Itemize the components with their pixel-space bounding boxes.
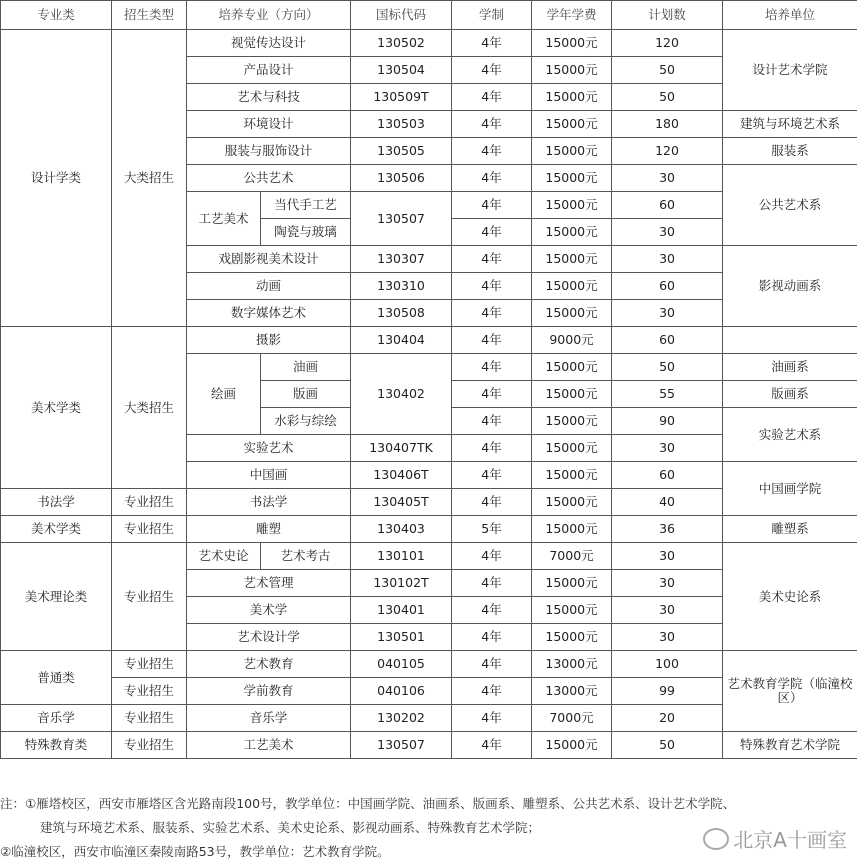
code-cell: 130507 (351, 192, 452, 246)
plan-cell: 50 (612, 354, 723, 381)
years-cell: 4年 (452, 678, 532, 705)
major-cell: 艺术与科技 (187, 84, 351, 111)
category-cell: 书法学 (1, 489, 112, 516)
plan-cell: 50 (612, 732, 723, 759)
fee-cell: 15000元 (532, 597, 612, 624)
years-cell: 4年 (452, 381, 532, 408)
years-cell: 4年 (452, 570, 532, 597)
years-cell: 4年 (452, 408, 532, 435)
code-cell: 130307 (351, 246, 452, 273)
unit-cell: 影视动画系 (723, 246, 857, 327)
fee-cell: 15000元 (532, 435, 612, 462)
plan-cell: 30 (612, 435, 723, 462)
admission-type-cell: 大类招生 (112, 327, 187, 489)
watermark (703, 824, 847, 853)
code-cell: 040105 (351, 651, 452, 678)
plan-cell: 40 (612, 489, 723, 516)
fee-cell: 15000元 (532, 219, 612, 246)
plan-cell: 60 (612, 327, 723, 354)
plan-cell: 90 (612, 408, 723, 435)
major-cell: 动画 (187, 273, 351, 300)
fee-cell: 15000元 (532, 381, 612, 408)
code-cell: 130405T (351, 489, 452, 516)
fee-cell: 15000元 (532, 408, 612, 435)
years-cell: 4年 (452, 732, 532, 759)
years-cell: 4年 (452, 30, 532, 57)
watermark-text: 北京A十画室 (733, 828, 847, 852)
category-cell: 设计学类 (1, 30, 112, 327)
years-cell: 4年 (452, 84, 532, 111)
years-cell: 4年 (452, 651, 532, 678)
table-row (1, 543, 857, 570)
admission-type-cell: 专业招生 (112, 516, 187, 543)
header-admission-type: 招生类型 (112, 1, 187, 30)
plan-cell: 60 (612, 273, 723, 300)
fee-cell: 9000元 (532, 327, 612, 354)
fee-cell: 15000元 (532, 273, 612, 300)
header-years: 学制 (452, 1, 532, 30)
major-cell: 书法学 (187, 489, 351, 516)
unit-cell: 中国画学院 (723, 462, 857, 516)
major-cell: 实验艺术 (187, 435, 351, 462)
years-cell: 4年 (452, 543, 532, 570)
fee-cell: 7000元 (532, 543, 612, 570)
major-cell: 摄影 (187, 327, 351, 354)
major-cell: 陶瓷与玻璃 (261, 219, 351, 246)
sub-category-cell: 工艺美术 (187, 192, 261, 246)
fee-cell: 15000元 (532, 300, 612, 327)
years-cell: 4年 (452, 246, 532, 273)
code-cell: 130402 (351, 354, 452, 435)
unit-cell (723, 327, 857, 354)
major-cell: 音乐学 (187, 705, 351, 732)
unit-cell: 公共艺术系 (723, 165, 857, 246)
admission-type-cell: 专业招生 (112, 732, 187, 759)
admission-type-cell: 专业招生 (112, 489, 187, 516)
admission-type-cell: 专业招生 (112, 678, 187, 705)
fee-cell: 15000元 (532, 516, 612, 543)
years-cell: 4年 (452, 165, 532, 192)
code-cell: 130403 (351, 516, 452, 543)
unit-cell: 艺术教育学院（临潼校区） (723, 651, 857, 732)
plan-cell: 30 (612, 597, 723, 624)
major-cell: 艺术考古 (261, 543, 351, 570)
major-cell: 油画 (261, 354, 351, 381)
plan-cell: 120 (612, 30, 723, 57)
plan-cell: 30 (612, 219, 723, 246)
unit-cell: 油画系 (723, 354, 857, 381)
footnote-line-2: 建筑与环境艺术系、服装系、实验艺术系、美术史论系、影视动画系、特殊教育艺术学院； (40, 818, 540, 836)
footnote-line-1: 注：①雁塔校区，西安市雁塔区含光路南段100号，教学单位：中国画学院、油画系、版画系、雕塑系、公共艺术系、设计艺术学院、 (0, 794, 735, 812)
major-cell: 戏剧影视美术设计 (187, 246, 351, 273)
years-cell: 4年 (452, 138, 532, 165)
fee-cell: 15000元 (532, 732, 612, 759)
fee-cell: 13000元 (532, 651, 612, 678)
plan-cell: 30 (612, 300, 723, 327)
major-cell: 环境设计 (187, 111, 351, 138)
years-cell: 4年 (452, 489, 532, 516)
code-cell: 130502 (351, 30, 452, 57)
sub-category-cell: 艺术史论 (187, 543, 261, 570)
major-cell: 艺术教育 (187, 651, 351, 678)
code-cell: 040106 (351, 678, 452, 705)
major-cell: 艺术设计学 (187, 624, 351, 651)
fee-cell: 15000元 (532, 30, 612, 57)
major-cell: 美术学 (187, 597, 351, 624)
years-cell: 4年 (452, 111, 532, 138)
category-cell: 普通类 (1, 651, 112, 705)
code-cell: 130102T (351, 570, 452, 597)
table-row (1, 516, 857, 543)
code-cell: 130401 (351, 597, 452, 624)
unit-cell: 美术史论系 (723, 543, 857, 651)
admission-type-cell: 大类招生 (112, 30, 187, 327)
code-cell: 130406T (351, 462, 452, 489)
major-cell: 工艺美术 (187, 732, 351, 759)
major-cell: 产品设计 (187, 57, 351, 84)
plan-cell: 100 (612, 651, 723, 678)
header-code: 国标代码 (351, 1, 452, 30)
years-cell: 4年 (452, 597, 532, 624)
fee-cell: 15000元 (532, 624, 612, 651)
years-cell: 4年 (452, 192, 532, 219)
admission-type-cell: 专业招生 (112, 543, 187, 651)
years-cell: 4年 (452, 300, 532, 327)
table-row (1, 732, 857, 759)
years-cell: 4年 (452, 219, 532, 246)
years-cell: 4年 (452, 354, 532, 381)
fee-cell: 15000元 (532, 138, 612, 165)
fee-cell: 15000元 (532, 165, 612, 192)
years-cell: 4年 (452, 327, 532, 354)
code-cell: 130310 (351, 273, 452, 300)
category-cell: 音乐学 (1, 705, 112, 732)
footnote-line-3: ②临潼校区，西安市临潼区秦陵南路53号，教学单位：艺术教育学院。 (0, 842, 390, 860)
plan-cell: 180 (612, 111, 723, 138)
plan-cell: 55 (612, 381, 723, 408)
years-cell: 4年 (452, 705, 532, 732)
table-row (1, 30, 857, 57)
code-cell: 130506 (351, 165, 452, 192)
weibo-logo-icon (703, 828, 729, 850)
plan-cell: 30 (612, 624, 723, 651)
table-row (1, 651, 857, 678)
fee-cell: 15000元 (532, 570, 612, 597)
major-cell: 数字媒体艺术 (187, 300, 351, 327)
major-cell: 雕塑 (187, 516, 351, 543)
plan-cell: 50 (612, 57, 723, 84)
sub-category-cell: 绘画 (187, 354, 261, 435)
code-cell: 130508 (351, 300, 452, 327)
plan-cell: 30 (612, 543, 723, 570)
plan-cell: 50 (612, 84, 723, 111)
years-cell: 4年 (452, 462, 532, 489)
header-row (1, 1, 857, 30)
code-cell: 130404 (351, 327, 452, 354)
code-cell: 130503 (351, 111, 452, 138)
major-cell: 学前教育 (187, 678, 351, 705)
plan-cell: 120 (612, 138, 723, 165)
fee-cell: 15000元 (532, 192, 612, 219)
unit-cell: 版画系 (723, 381, 857, 408)
major-cell: 视觉传达设计 (187, 30, 351, 57)
category-cell: 特殊教育类 (1, 732, 112, 759)
plan-cell: 30 (612, 246, 723, 273)
code-cell: 130202 (351, 705, 452, 732)
plan-cell: 30 (612, 165, 723, 192)
fee-cell: 15000元 (532, 354, 612, 381)
major-cell: 艺术管理 (187, 570, 351, 597)
unit-cell: 雕塑系 (723, 516, 857, 543)
fee-cell: 15000元 (532, 111, 612, 138)
unit-cell: 设计艺术学院 (723, 30, 857, 111)
plan-cell: 36 (612, 516, 723, 543)
fee-cell: 15000元 (532, 57, 612, 84)
years-cell: 4年 (452, 624, 532, 651)
table-row (1, 327, 857, 354)
header-unit: 培养单位 (723, 1, 857, 30)
plan-cell: 60 (612, 192, 723, 219)
category-cell: 美术学类 (1, 327, 112, 489)
plan-cell: 30 (612, 570, 723, 597)
years-cell: 4年 (452, 273, 532, 300)
major-cell: 版画 (261, 381, 351, 408)
code-cell: 130407TK (351, 435, 452, 462)
fee-cell: 15000元 (532, 84, 612, 111)
major-cell: 公共艺术 (187, 165, 351, 192)
years-cell: 4年 (452, 435, 532, 462)
unit-cell: 特殊教育艺术学院 (723, 732, 857, 759)
major-cell: 水彩与综绘 (261, 408, 351, 435)
admission-type-cell: 专业招生 (112, 705, 187, 732)
major-cell: 中国画 (187, 462, 351, 489)
code-cell: 130507 (351, 732, 452, 759)
fee-cell: 15000元 (532, 462, 612, 489)
major-cell: 当代手工艺 (261, 192, 351, 219)
header-major: 培养专业（方向） (187, 1, 351, 30)
unit-cell: 实验艺术系 (723, 408, 857, 462)
admission-type-cell: 专业招生 (112, 651, 187, 678)
header-plan: 计划数 (612, 1, 723, 30)
fee-cell: 15000元 (532, 246, 612, 273)
code-cell: 130504 (351, 57, 452, 84)
plan-cell: 60 (612, 462, 723, 489)
plan-cell: 99 (612, 678, 723, 705)
unit-cell: 建筑与环境艺术系 (723, 111, 857, 138)
category-cell: 美术理论类 (1, 543, 112, 651)
fee-cell: 7000元 (532, 705, 612, 732)
major-cell: 服装与服饰设计 (187, 138, 351, 165)
fee-cell: 15000元 (532, 489, 612, 516)
header-fee: 学年学费 (532, 1, 612, 30)
code-cell: 130501 (351, 624, 452, 651)
category-cell: 美术学类 (1, 516, 112, 543)
fee-cell: 13000元 (532, 678, 612, 705)
code-cell: 130505 (351, 138, 452, 165)
code-cell: 130101 (351, 543, 452, 570)
plan-cell: 20 (612, 705, 723, 732)
years-cell: 4年 (452, 57, 532, 84)
code-cell: 130509T (351, 84, 452, 111)
years-cell: 5年 (452, 516, 532, 543)
header-category: 专业类 (1, 1, 112, 30)
unit-cell: 服装系 (723, 138, 857, 165)
